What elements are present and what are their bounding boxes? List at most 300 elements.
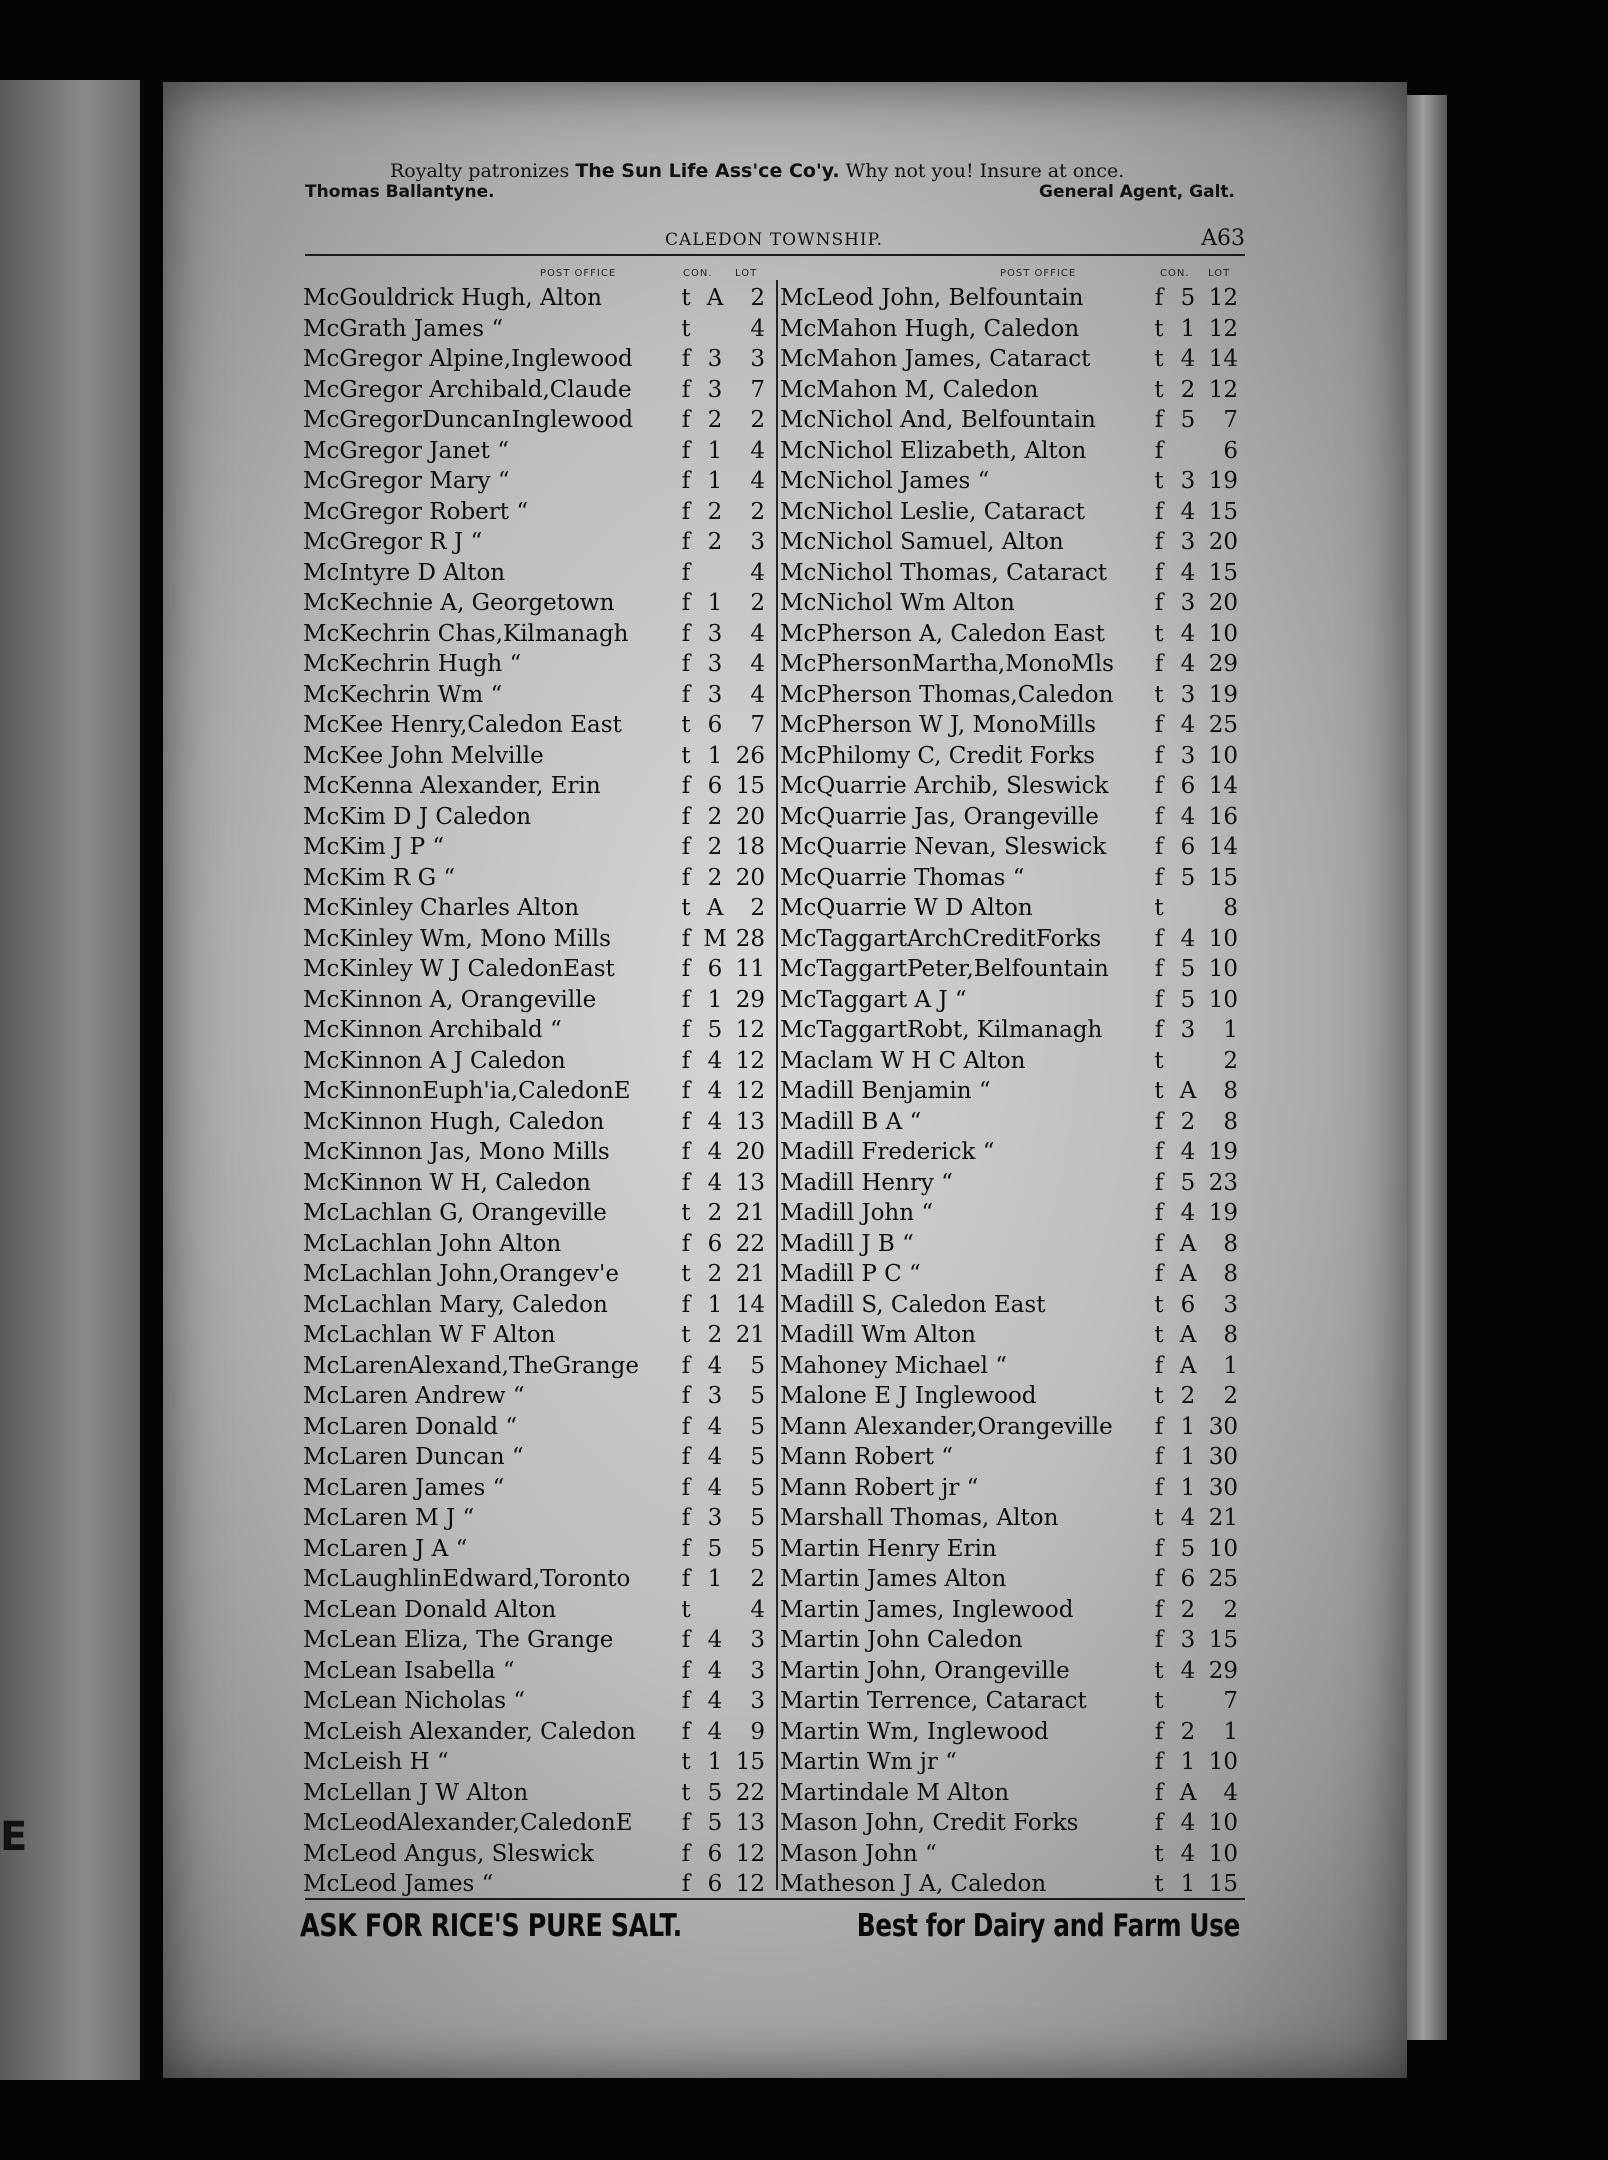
banner-agent-name: Thomas Ballantyne.: [305, 182, 495, 202]
running-head: [305, 226, 1245, 256]
entry-con: 4: [707, 1139, 723, 1165]
entry-name: Madill Frederick “: [780, 1139, 995, 1165]
directory-entry: [780, 802, 1245, 833]
directory-entry: [780, 1351, 1245, 1382]
entry-tenure: f: [1154, 1535, 1164, 1562]
entry-name: McGregor Alpine,Inglewood: [303, 346, 633, 372]
entry-lot: 21: [735, 1200, 765, 1226]
entry-con: A: [706, 895, 724, 921]
directory-entry: [780, 1259, 1245, 1290]
entry-con: 4: [1180, 925, 1196, 952]
entry-con: 1: [707, 1749, 723, 1775]
entry-name: McLachlan John,Orangev'e: [303, 1261, 619, 1287]
entry-lot: 3: [750, 1627, 765, 1653]
entry-name: McPhilomy C, Credit Forks: [780, 742, 1095, 769]
entry-con: 4: [1180, 346, 1196, 372]
entry-lot: 21: [735, 1261, 765, 1287]
entry-tenure: f: [1154, 803, 1164, 830]
entry-con: 3: [1180, 681, 1196, 708]
entry-tenure: f: [681, 1810, 691, 1836]
entry-tenure: f: [1154, 864, 1164, 891]
entry-name: McKinnon A, Orangeville: [303, 986, 597, 1013]
entry-tenure: f: [681, 1871, 691, 1897]
entry-name: McLaren Donald “: [303, 1413, 518, 1440]
entry-tenure: f: [1154, 1108, 1164, 1135]
entry-lot: 7: [1223, 1688, 1238, 1714]
entry-lot: 10: [1208, 1749, 1238, 1775]
directory-entry: [303, 497, 773, 528]
entry-lot: 25: [1208, 1566, 1238, 1592]
directory-entry: [303, 1015, 773, 1046]
directory-entry: [303, 1107, 773, 1138]
entry-name: McMahon James, Cataract: [780, 346, 1091, 372]
entry-tenure: f: [681, 1169, 691, 1196]
entry-name: Madill John “: [780, 1200, 934, 1226]
banner-agent-title: General Agent, Galt.: [1038, 182, 1235, 202]
directory-entry: [780, 558, 1245, 589]
entry-con: 5: [1180, 864, 1196, 891]
directory-entry: [303, 924, 773, 955]
entry-name: McTaggartPeter,Belfountain: [780, 956, 1109, 982]
entry-con: 2: [1180, 376, 1196, 403]
entry-tenure: f: [1154, 834, 1164, 860]
directory-entry: [303, 710, 773, 741]
entry-lot: 10: [1208, 620, 1238, 647]
entry-name: McLachlan John Alton: [303, 1230, 562, 1257]
entry-con: 4: [707, 1108, 723, 1135]
entry-tenure: f: [681, 1139, 691, 1165]
entry-tenure: f: [681, 803, 691, 830]
directory-entry: [303, 1595, 773, 1626]
entry-name: McKinley Wm, Mono Mills: [303, 925, 611, 952]
directory-entry: [303, 1046, 773, 1077]
entry-con: 4: [707, 1352, 723, 1379]
directory-entry: [780, 1198, 1245, 1229]
entry-con: 2: [707, 803, 723, 830]
entry-name: Maclam W H C Alton: [780, 1047, 1026, 1074]
directory-entry: [780, 1137, 1245, 1168]
entry-lot: 30: [1208, 1413, 1238, 1440]
directory-entry: [303, 954, 773, 985]
directory-entry: [780, 893, 1245, 924]
directory-entry: [780, 1473, 1245, 1504]
entry-con: 2: [707, 864, 723, 891]
entry-con: 6: [707, 956, 723, 982]
entry-lot: 1: [1223, 1017, 1238, 1043]
entry-name: McLarenAlexand,TheGrange: [303, 1352, 639, 1379]
directory-entry: [303, 375, 773, 406]
entry-con: 6: [1180, 834, 1196, 860]
entry-lot: 19: [1208, 468, 1238, 494]
entry-lot: 4: [750, 681, 765, 708]
entry-lot: 2: [750, 895, 765, 921]
entry-con: 6: [1180, 1291, 1196, 1318]
entry-lot: 4: [750, 559, 765, 586]
entry-con: 1: [1180, 1474, 1196, 1501]
entry-con: 4: [707, 1169, 723, 1196]
entry-tenure: t: [681, 1261, 691, 1287]
directory-entry: [780, 985, 1245, 1016]
directory-entry: [303, 1381, 773, 1412]
entry-name: McTaggartArchCreditForks: [780, 925, 1102, 952]
entry-tenure: t: [1154, 895, 1164, 921]
right-post-office-header: POST OFFICE: [1000, 268, 1077, 279]
entry-name: McGrath James “: [303, 315, 504, 342]
directory-entry: [780, 405, 1245, 436]
entry-con: A: [1179, 1779, 1197, 1806]
directory-entry: [303, 1259, 773, 1290]
entry-lot: 12: [1208, 285, 1238, 311]
entry-lot: 22: [735, 1779, 765, 1806]
entry-tenure: f: [681, 376, 691, 403]
entry-lot: 12: [1208, 315, 1238, 342]
entry-con: 5: [1180, 956, 1196, 982]
directory-entry: [303, 1564, 773, 1595]
entry-lot: 3: [750, 1688, 765, 1714]
entry-name: McMahon M, Caledon: [780, 376, 1039, 403]
entry-tenure: t: [1154, 1840, 1164, 1867]
directory-entry: [780, 466, 1245, 497]
entry-tenure: f: [681, 956, 691, 982]
entry-con: 3: [707, 376, 723, 403]
entry-con: 2: [707, 834, 723, 860]
entry-tenure: f: [1154, 1169, 1164, 1196]
entry-name: McKim R G “: [303, 864, 456, 891]
entry-name: McLaren James “: [303, 1474, 505, 1501]
entry-tenure: t: [1154, 376, 1164, 403]
entry-name: McLeish Alexander, Caledon: [303, 1718, 636, 1745]
entry-con: 5: [1180, 1535, 1196, 1562]
directory-entry: [303, 1442, 773, 1473]
entry-name: McNichol And, Belfountain: [780, 407, 1096, 433]
entry-con: 4: [707, 1078, 723, 1104]
entry-con: 4: [707, 1047, 723, 1074]
entry-name: McKee John Melville: [303, 742, 544, 769]
entry-tenure: f: [681, 1718, 691, 1745]
entry-name: Madill B A “: [780, 1108, 922, 1135]
entry-name: Martin Henry Erin: [780, 1535, 997, 1562]
entry-lot: 28: [735, 925, 765, 952]
entry-name: McPherson W J, MonoMills: [780, 712, 1097, 738]
entry-lot: 16: [1208, 803, 1238, 830]
left-directory-column: [303, 283, 773, 1900]
entry-lot: 8: [1223, 895, 1238, 921]
entry-name: Mason John “: [780, 1840, 937, 1867]
entry-lot: 29: [1208, 1657, 1238, 1684]
directory-entry: [780, 649, 1245, 680]
directory-entry: [780, 344, 1245, 375]
directory-entry: [780, 1412, 1245, 1443]
entry-con: 3: [1180, 1627, 1196, 1653]
entry-name: McKechrin Wm “: [303, 681, 503, 708]
footer-rule: [305, 1898, 1245, 1900]
entry-con: 5: [707, 1535, 723, 1562]
entry-tenure: f: [681, 407, 691, 433]
directory-entry: [303, 771, 773, 802]
entry-lot: 20: [1208, 590, 1238, 616]
entry-lot: 3: [750, 529, 765, 555]
entry-name: McLaren Duncan “: [303, 1444, 524, 1470]
entry-name: McKinnon Jas, Mono Mills: [303, 1139, 610, 1165]
entry-name: McPhersonMartha,MonoMls: [780, 651, 1114, 677]
entry-lot: 5: [750, 1383, 765, 1409]
directory-entry: [780, 1717, 1245, 1748]
directory-entry: [303, 1320, 773, 1351]
entry-con: A: [1179, 1322, 1197, 1348]
entry-lot: 13: [735, 1108, 765, 1135]
entry-lot: 13: [735, 1169, 765, 1196]
entry-lot: 15: [1208, 864, 1238, 891]
directory-entry: [303, 1778, 773, 1809]
directory-entry: [303, 527, 773, 558]
right-con-header: CON.: [1160, 268, 1190, 279]
entry-lot: 5: [750, 1505, 765, 1531]
entry-name: McGouldrick Hugh, Alton: [303, 285, 602, 311]
directory-entry: [780, 710, 1245, 741]
entry-lot: 19: [1208, 1200, 1238, 1226]
entry-con: 4: [707, 1688, 723, 1714]
entry-tenure: t: [1154, 1688, 1164, 1714]
entry-name: McLeodAlexander,CaledonE: [303, 1810, 633, 1836]
entry-name: McNichol Elizabeth, Alton: [780, 437, 1087, 464]
entry-tenure: f: [681, 1291, 691, 1318]
entry-tenure: t: [681, 712, 691, 738]
entry-name: McLaren M J “: [303, 1505, 475, 1531]
entry-lot: 4: [750, 437, 765, 464]
entry-name: Mann Robert jr “: [780, 1474, 979, 1501]
entry-name: McPherson Thomas,Caledon: [780, 681, 1114, 708]
entry-lot: 6: [1223, 437, 1238, 464]
directory-entry: [303, 893, 773, 924]
entry-tenure: f: [1154, 285, 1164, 311]
directory-entry: [780, 436, 1245, 467]
entry-tenure: f: [681, 1474, 691, 1501]
entry-name: McKinnon W H, Caledon: [303, 1169, 591, 1196]
directory-entry: [303, 1412, 773, 1443]
entry-lot: 19: [1208, 1139, 1238, 1165]
entry-con: 4: [1180, 1139, 1196, 1165]
entry-con: 1: [1180, 1413, 1196, 1440]
entry-tenure: f: [681, 1505, 691, 1531]
entry-tenure: f: [681, 437, 691, 464]
entry-con: 4: [1180, 559, 1196, 586]
entry-con: 4: [707, 1718, 723, 1745]
entry-name: McLachlan Mary, Caledon: [303, 1291, 608, 1318]
right-lot-header: LOT: [1208, 268, 1231, 279]
entry-lot: 2: [750, 285, 765, 311]
entry-lot: 10: [1208, 1840, 1238, 1867]
directory-entry: [303, 405, 773, 436]
entry-tenure: f: [681, 1657, 691, 1684]
entry-con: 3: [1180, 1017, 1196, 1043]
entry-con: A: [1179, 1261, 1197, 1287]
directory-entry: [303, 283, 773, 314]
entry-tenure: t: [1154, 620, 1164, 647]
entry-con: 3: [707, 651, 723, 677]
entry-name: McGregor Archibald,Claude: [303, 376, 632, 403]
entry-lot: 23: [1208, 1169, 1238, 1196]
entry-name: McLean Eliza, The Grange: [303, 1627, 614, 1653]
entry-name: McLaughlinEdward,Toronto: [303, 1566, 631, 1592]
entry-tenure: f: [1154, 986, 1164, 1013]
entry-con: 4: [707, 1627, 723, 1653]
entry-tenure: f: [1154, 1230, 1164, 1257]
entry-tenure: f: [681, 1535, 691, 1562]
directory-entry: [303, 588, 773, 619]
entry-name: Martin James Alton: [780, 1566, 1007, 1592]
entry-lot: 2: [750, 407, 765, 433]
entry-lot: 20: [1208, 529, 1238, 555]
entry-lot: 29: [1208, 651, 1238, 677]
directory-entry: [303, 802, 773, 833]
entry-tenure: f: [681, 1413, 691, 1440]
entry-con: 3: [707, 1383, 723, 1409]
entry-lot: 4: [750, 620, 765, 647]
entry-name: McKim D J Caledon: [303, 803, 532, 830]
entry-name: McNichol Leslie, Cataract: [780, 498, 1085, 525]
entry-name: McKinnon Hugh, Caledon: [303, 1108, 605, 1135]
entry-con: 1: [707, 590, 723, 616]
entry-tenure: t: [1154, 1047, 1164, 1074]
entry-tenure: t: [681, 1596, 691, 1623]
entry-lot: 4: [750, 315, 765, 342]
entry-name: McNichol Samuel, Alton: [780, 529, 1064, 555]
directory-entry: [780, 741, 1245, 772]
entry-con: 5: [707, 1017, 723, 1043]
entry-tenure: f: [681, 651, 691, 677]
entry-lot: 15: [735, 1749, 765, 1775]
entry-lot: 14: [735, 1291, 765, 1318]
entry-lot: 7: [1223, 407, 1238, 433]
entry-name: Madill S, Caledon East: [780, 1291, 1046, 1318]
entry-lot: 8: [1223, 1230, 1238, 1257]
entry-con: A: [1179, 1230, 1197, 1257]
entry-lot: 15: [1208, 559, 1238, 586]
directory-entry: [780, 1229, 1245, 1260]
entry-tenure: f: [1154, 1474, 1164, 1501]
directory-entry: [780, 832, 1245, 863]
directory-entry: [780, 283, 1245, 314]
entry-lot: 12: [735, 1017, 765, 1043]
banner-prefix: Royalty patronizes: [390, 160, 570, 182]
entry-lot: 4: [1223, 1779, 1238, 1806]
entry-name: McKechnie A, Georgetown: [303, 590, 615, 616]
entry-con: 6: [707, 1871, 723, 1897]
entry-con: A: [706, 285, 724, 311]
entry-con: 6: [1180, 773, 1196, 799]
entry-name: McGregor Janet “: [303, 437, 509, 464]
entry-con: 2: [1180, 1596, 1196, 1623]
entry-lot: 10: [1208, 742, 1238, 769]
directory-entry: [780, 1686, 1245, 1717]
entry-lot: 7: [750, 376, 765, 403]
directory-entry: [780, 1839, 1245, 1870]
entry-lot: 1: [1223, 1352, 1238, 1379]
entry-lot: 10: [1208, 956, 1238, 982]
entry-name: McLachlan G, Orangeville: [303, 1200, 607, 1226]
entry-con: 3: [1180, 590, 1196, 616]
entry-name: McLeod James “: [303, 1871, 494, 1897]
directory-entry: [780, 1564, 1245, 1595]
entry-tenure: t: [1154, 681, 1164, 708]
entry-lot: 4: [750, 651, 765, 677]
entry-tenure: f: [681, 1352, 691, 1379]
entry-lot: 5: [750, 1474, 765, 1501]
entry-name: Madill Benjamin “: [780, 1078, 991, 1104]
entry-name: Martindale M Alton: [780, 1779, 1010, 1806]
entry-name: McKinnon A J Caledon: [303, 1047, 566, 1074]
directory-entry: [780, 863, 1245, 894]
entry-lot: 10: [1208, 1810, 1238, 1836]
directory-entry: [303, 1351, 773, 1382]
directory-entry: [303, 1229, 773, 1260]
entry-tenure: f: [1154, 773, 1164, 799]
directory-entry: [780, 314, 1245, 345]
entry-con: 2: [707, 1322, 723, 1348]
entry-tenure: f: [1154, 1139, 1164, 1165]
entry-name: McLachlan W F Alton: [303, 1322, 556, 1348]
entry-tenure: t: [681, 285, 691, 311]
entry-name: Mahoney Michael “: [780, 1352, 1008, 1379]
entry-lot: 30: [1208, 1474, 1238, 1501]
entry-con: 6: [707, 712, 723, 738]
entry-lot: 5: [750, 1352, 765, 1379]
directory-entry: [303, 741, 773, 772]
directory-entry: [303, 1290, 773, 1321]
entry-name: Madill J B “: [780, 1230, 914, 1257]
entry-lot: 12: [1208, 376, 1238, 403]
entry-tenure: t: [1154, 468, 1164, 494]
entry-lot: 20: [735, 803, 765, 830]
entry-tenure: f: [681, 834, 691, 860]
entry-tenure: t: [1154, 1078, 1164, 1104]
entry-name: Madill P C “: [780, 1261, 921, 1287]
entry-lot: 19: [1208, 681, 1238, 708]
entry-con: 3: [707, 1505, 723, 1531]
directory-entry: [780, 1076, 1245, 1107]
entry-con: 4: [1180, 1810, 1196, 1836]
entry-lot: 8: [1223, 1322, 1238, 1348]
entry-name: McGregor Mary “: [303, 468, 510, 494]
entry-con: 1: [707, 468, 723, 494]
directory-entry: [780, 1778, 1245, 1809]
directory-entry: [780, 1747, 1245, 1778]
entry-con: 2: [707, 1200, 723, 1226]
entry-tenure: f: [1154, 437, 1164, 464]
entry-tenure: f: [1154, 498, 1164, 525]
entry-tenure: f: [681, 1108, 691, 1135]
entry-lot: 18: [735, 834, 765, 860]
entry-con: 5: [1180, 285, 1196, 311]
entry-con: 2: [1180, 1718, 1196, 1745]
header-rule: [305, 254, 1245, 256]
directory-entry: [303, 832, 773, 863]
entry-lot: 12: [735, 1047, 765, 1074]
directory-entry: [303, 649, 773, 680]
directory-entry: [780, 497, 1245, 528]
entry-tenure: f: [681, 1078, 691, 1104]
entry-con: 5: [1180, 407, 1196, 433]
directory-entry: [303, 1625, 773, 1656]
entry-tenure: t: [1154, 315, 1164, 342]
entry-tenure: f: [1154, 1413, 1164, 1440]
entry-name: McIntyre D Alton: [303, 559, 506, 586]
entry-lot: 8: [1223, 1078, 1238, 1104]
entry-tenure: f: [1154, 529, 1164, 555]
entry-name: McLean Donald Alton: [303, 1596, 557, 1623]
entry-con: 6: [707, 1840, 723, 1867]
directory-entry: [780, 1046, 1245, 1077]
